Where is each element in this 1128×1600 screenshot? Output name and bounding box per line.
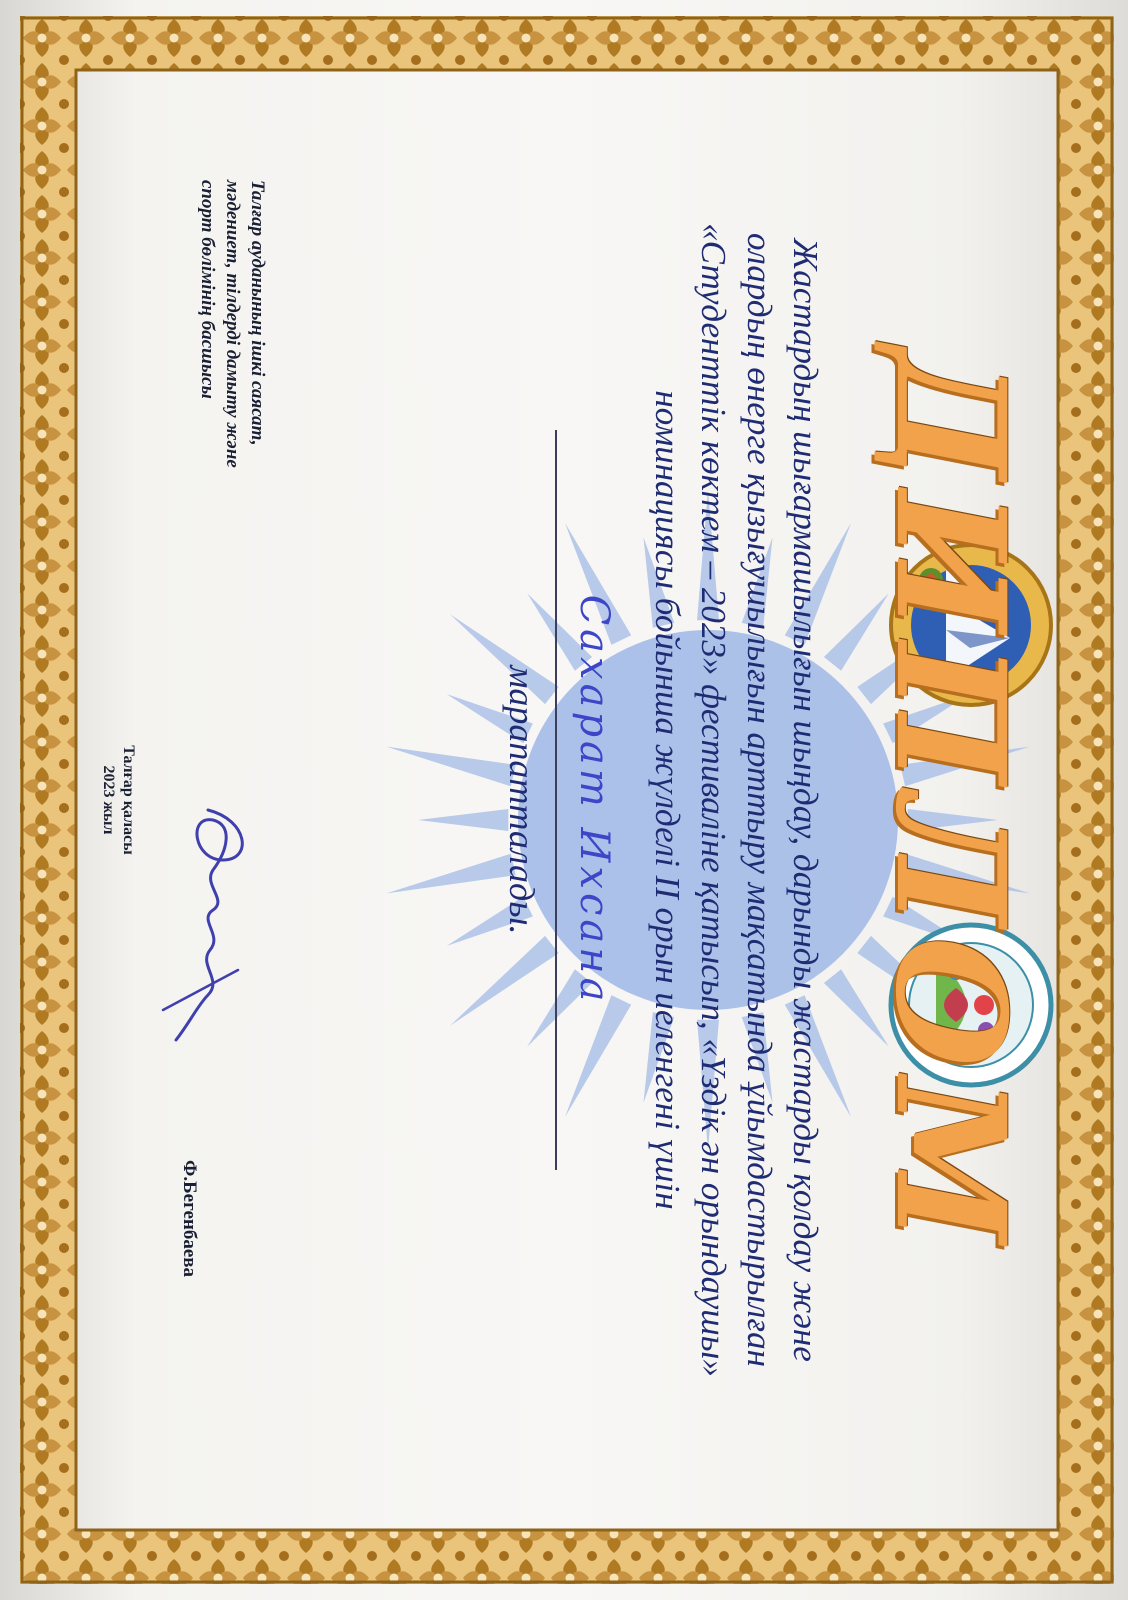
handwritten-signature bbox=[148, 790, 268, 1050]
place-and-year bbox=[98, 700, 138, 900]
sun-ray bbox=[386, 854, 515, 894]
signer-name: Ф.Бегенбаева bbox=[179, 1160, 200, 1278]
year-text: 2023 жыл bbox=[100, 765, 117, 835]
department-line-3: спорт бөлімінің басшысы bbox=[197, 180, 218, 399]
awardee-underline bbox=[555, 430, 557, 1170]
diploma-title: ДИПЛОМ bbox=[862, 346, 1038, 1254]
place-text: Талғар қаласы bbox=[120, 745, 137, 855]
awardee-name: Сахарат Ихсана bbox=[571, 594, 617, 1006]
body-line-2: олардың өнерге қызығушылығын арттыру мақсатында ұйымдастырылған bbox=[740, 233, 779, 1367]
department-line-2: мәдениет, тілдерді дамыту және bbox=[222, 180, 243, 468]
verdict-text: марапатталады. bbox=[502, 665, 542, 935]
department-title bbox=[195, 180, 270, 610]
department-line-1: Талғар ауданының ішкі саясат, bbox=[247, 180, 268, 446]
body-line-4: номинациясы бойынша жүлделі II орын иеленгені үшін bbox=[648, 390, 687, 1210]
sun-ray bbox=[418, 809, 508, 831]
body-line-1: Жастардың шығармашылығын шыңдау, дарынды жастарды қолдау және bbox=[786, 238, 825, 1362]
awardee-line bbox=[555, 430, 617, 1170]
body-line-3: «Студенттік көктем – 2023» фестиваліне қатысып, «Үздік ән орындаушы» bbox=[694, 223, 733, 1377]
sun-ray bbox=[386, 747, 515, 787]
